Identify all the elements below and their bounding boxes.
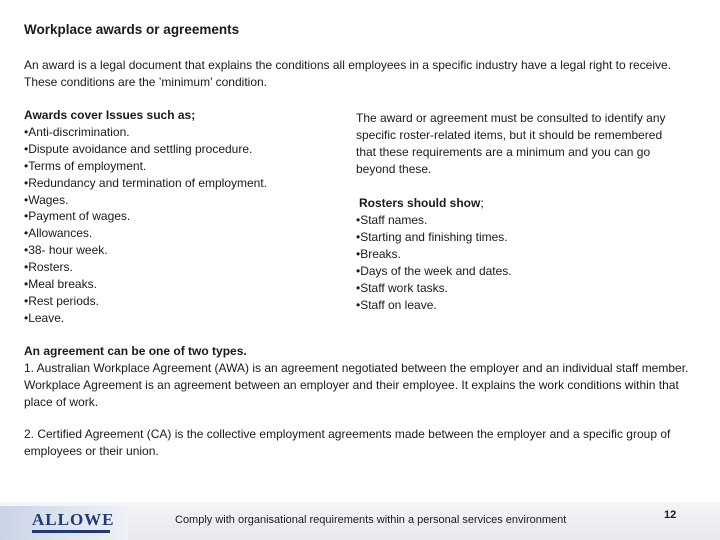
list-item: • Staff on leave. [356,297,676,314]
rosters-heading-text: Rosters should show [359,196,481,210]
agreement-type-1: 1. Australian Workplace Agreement (AWA) is an agreement negotiated between the employer and an individual staff member. Workplace Agreement is an agreement between an employer and their employee. It explains the work conditions within that place of work. [24,361,689,409]
list-item: • Payment of wages. [24,208,344,225]
footer-text: Comply with organisational requirements within a personal services environment [175,514,567,526]
list-item: • Dispute avoidance and settling procedure. [24,141,344,158]
rosters-heading-suffix: ; [480,196,484,210]
list-item: • Allowances. [24,225,344,242]
list-item: • Breaks. [356,246,676,263]
list-item: • Meal breaks. [24,276,344,293]
list-item: • Terms of employment. [24,158,344,175]
list-item: • Leave. [24,310,344,327]
list-item: • 38- hour week. [24,242,344,259]
allowe-logo: ALLOWE [32,510,115,529]
list-item: • Staff names. [356,212,676,229]
rosters-list [356,212,676,314]
list-item: • Staff work tasks. [356,280,676,297]
list-item: • Rest periods. [24,293,344,310]
agreement-type-2: 2. Certified Agreement (CA) is the collective employment agreements made between the employer and a specific group of employees or their union. [24,427,671,458]
list-item: • Anti-discrimination. [24,124,344,141]
list-item: • Starting and finishing times. [356,229,676,246]
list-item: • Redundancy and termination of employment. [24,175,344,192]
logo-underline [32,530,110,533]
slide-title: Workplace awards or agreements [24,22,240,37]
rosters-heading [356,195,676,212]
list-item: • Wages. [24,192,344,209]
page-number: 12 [664,509,677,521]
list-item: • Days of the week and dates. [356,263,676,280]
consult-paragraph: The award or agreement must be consulted to identify any specific roster-related items, but it should be remembered that these requirements are a minimum and you can go beyond these. [356,111,666,176]
agreement-section [24,343,696,411]
intro-paragraph: An award is a legal document that explains the conditions all employees in a specific industry have a legal right to receive. These conditions are the ’minimum’ condition. [24,58,672,89]
list-item: • Rosters. [24,259,344,276]
rosters-column [356,110,676,314]
awards-list [24,124,344,327]
awards-column [24,107,344,327]
awards-heading: Awards cover Issues such as; [24,108,196,122]
agreement-heading: An agreement can be one of two types. [24,344,247,358]
